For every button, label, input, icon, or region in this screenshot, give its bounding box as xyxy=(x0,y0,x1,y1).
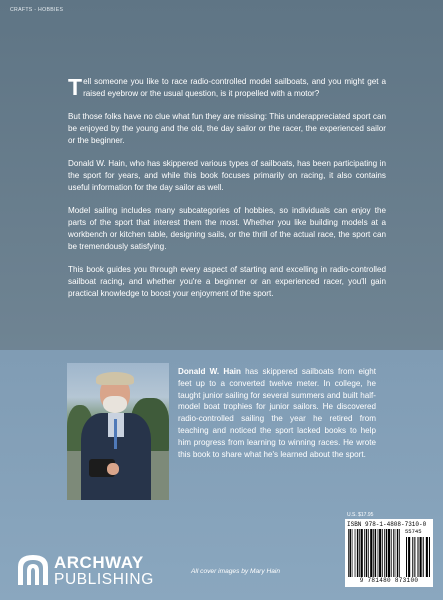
blurb-paragraph-5: This book guides you through every aspect of starting and excelling in radio-controlled sailboat racing, and whether you're a beginner or an experienced racer, you'll gain practical knowledge to boost your enjoyment of the sport. xyxy=(68,264,386,298)
archway-logo-icon xyxy=(16,553,50,587)
photo-lanyard xyxy=(114,419,117,449)
photo-cap xyxy=(96,372,134,385)
blurb-paragraph-4: Model sailing includes many subcategories of hobbies, so individuals can enjoy the parts of the sport that interest them the most. Whether you like building models at a workbench or kitchen table, designing sails, or the thrill of the actual race, the sport can be tremendously satisfying. xyxy=(68,206,386,251)
blurb-paragraph-3: Donald W. Hain, who has skippered various types of sailboats, has been participating in the sport for years, and while this book focuses primarily on racing, it also contains useful information for the day sailor as well. xyxy=(68,159,386,192)
author-photo xyxy=(67,363,169,500)
photo-hand xyxy=(107,463,119,475)
publisher-name-line1: ARCHWAY xyxy=(54,553,144,572)
description-blurb xyxy=(68,76,386,299)
drop-cap: T xyxy=(68,74,83,100)
ean-digits: 9 781480 873100 xyxy=(359,577,419,584)
blurb-paragraph-1-text: ell someone you like to race radio-controlled model sailboats, and you might get a raised eyebrow or the usual question, is it propelled with a motor? xyxy=(83,77,386,98)
barcode-bars xyxy=(348,529,430,577)
barcode xyxy=(345,519,433,587)
price-label: U.S. $17.95 xyxy=(347,512,374,518)
author-bio-text: has skippered sailboats from eight feet up to a converted twelve meter. In college, he taught junior sailing for several summers and built half-model boat trophies for junior sailors. He discovered radio-controlled sailing the year he retired from teaching and noticed the sport lacked books to help him progress from learning to winning races. He wrote this book to share what he's learned about the sport. xyxy=(178,367,377,459)
blurb-paragraph-1 xyxy=(68,76,386,100)
image-credit: All cover images by Mary Hain xyxy=(191,568,281,575)
barcode-addon-code: 55745 xyxy=(405,528,422,535)
isbn-label: ISBN 978-1-4808-7310-0 xyxy=(347,521,427,528)
blurb-paragraph-2: But those folks have no clue what fun they are missing: This underappreciated sport can be enjoyed by the young and the old, the day sailor or the racer, the experienced sailor or the beginner. xyxy=(68,112,386,145)
photo-beard xyxy=(103,396,127,413)
publisher-name-line2: PUBLISHING xyxy=(54,571,154,588)
author-name: Donald W. Hain xyxy=(178,367,241,376)
publisher-logo xyxy=(16,553,166,589)
author-bio xyxy=(178,366,376,460)
category-label: CRAFTS - HOBBIES xyxy=(10,7,64,13)
